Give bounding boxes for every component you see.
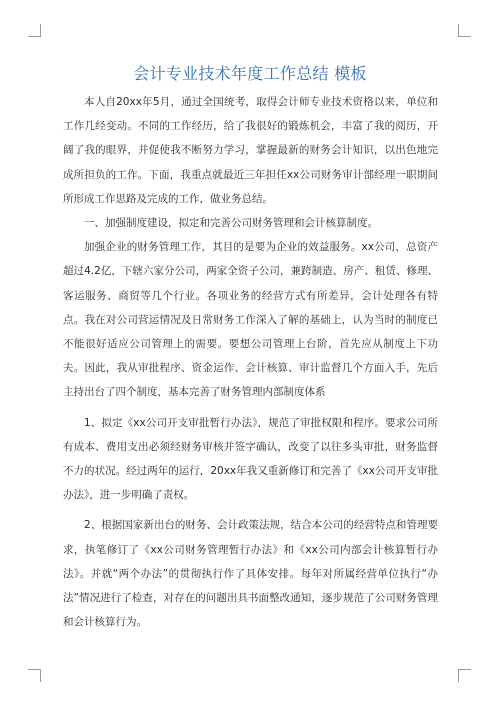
paragraph-item-2: 2、根据国家新出台的财务、会计政策法规，结合本公司的经营特点和管理要求，执笔修订了《xx公司财务管理暂行办法》和《xx公司内部会计核算暂行办法》。并就“两个办法”的贯彻执行作了具体安排。每年对所属经营单位执行“办法”情况进行了检查，对存在的问题出具书面整改通知，逐步规范了公司财务管理和会计核算行为。 xyxy=(63,519,438,629)
document-body xyxy=(63,90,438,634)
paragraph-item-1: 1、拟定《xx公司开支审批暂行办法》，规范了审批权限和程序。要求公司所有成本、费用支出必须经财务审核并签字确认，改变了以往多头审批，财务监督不力的状况。经过两年的运行，20xx年我又重新修订和完善了《xx公司开支审批办法》，进一步明确了责权。 xyxy=(63,416,438,502)
paragraph-intro: 本人自20xx年5月，通过全国统考，取得会计师专业技术资格以来，单位和工作几经变动。不同的工作经历，给了我很好的锻炼机会，丰富了我的阅历，开阔了我的眼界，并促使我不断努力学习，掌握最新的财务会计知识，以出色地完成所担负的工作。下面，我重点就最近三年担任xx公司财务审计部经理一职期间所形成工作思路及完成的工作，做业务总结。 xyxy=(63,96,438,205)
crop-mark-bottom-left xyxy=(28,669,41,682)
crop-mark-top-left xyxy=(28,24,41,37)
document-title: 会计专业技术年度工作总结 模板 xyxy=(133,64,367,83)
crop-mark-bottom-right xyxy=(458,669,471,682)
paragraph-section-heading: 一、加强制度建设，拟定和完善公司财务管理和会计核算制度。 xyxy=(84,217,378,230)
paragraph-management: 加强企业的财务管理工作，其目的是要为企业的效益服务。xx公司，总资产超过4.2亿，下辖六家分公司，两家全资子公司，兼跨制造、房产、租赁、修理、客运服务、商贸等几个行业。各项业务的经营方式有所差异，会计处理各有特点。我在对公司营运情况及日常财务工作深入了解的基础上，认为当时的制度已不能很好适应公司管理上的需要。要想公司管理上台阶，首先应从制度上下功夫。因此，我从审批程序、资金运作、会计核算、审计监督几个方面入手，先后主持出台了四个制度，基本完善了财务管理内部制度体系 xyxy=(63,241,438,399)
crop-mark-top-right xyxy=(458,24,471,37)
